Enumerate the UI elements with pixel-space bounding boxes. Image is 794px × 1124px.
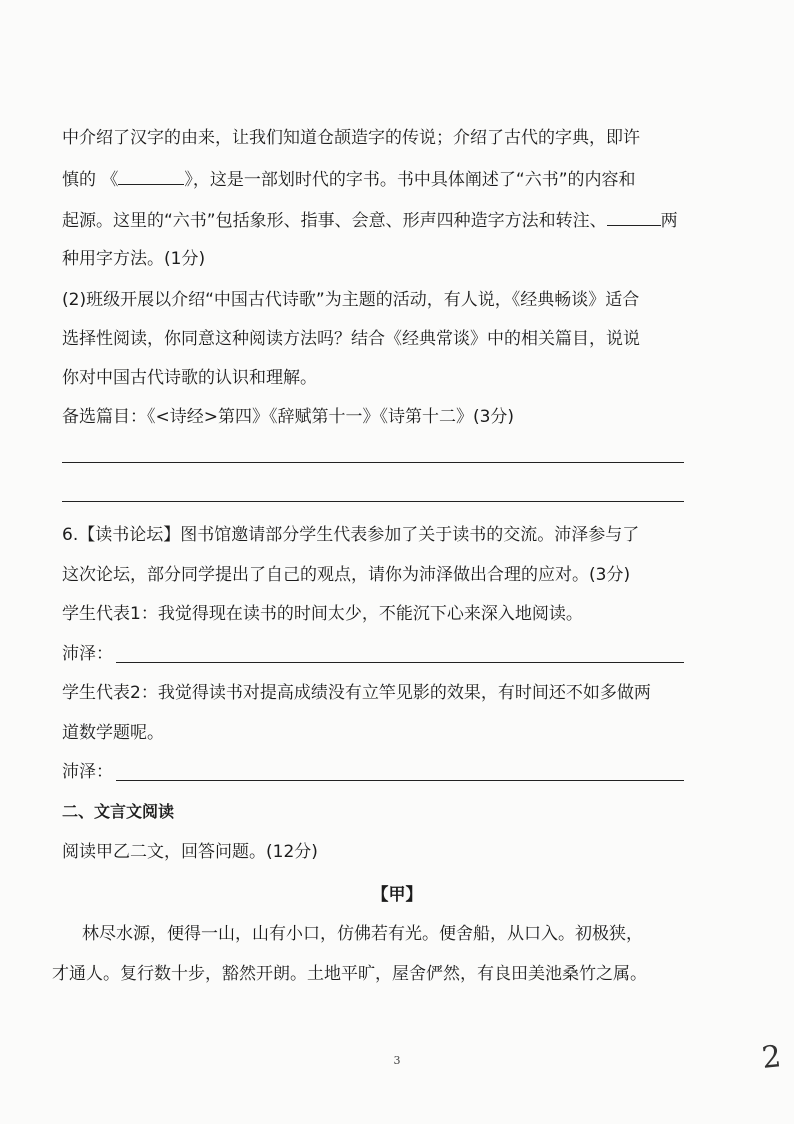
passage-jia-title: 【甲】 xyxy=(371,885,423,905)
q5-line-4: 种用字方法。(1分) xyxy=(62,249,206,269)
reply-2-answer-line[interactable] xyxy=(116,780,684,781)
q6-reply-1-label: 沛泽： xyxy=(62,644,113,664)
q5-part2-line-1: (2)班级开展以介绍“中国古代诗歌”为主题的活动，有人说，《经典畅谈》适合 xyxy=(62,290,640,310)
q5-part2-line-4: 备选篇目：《<诗经>第四》《辞赋第十一》《诗第十二》(3分) xyxy=(62,407,515,427)
answer-line-1[interactable] xyxy=(62,462,684,463)
section-2-intro: 阅读甲乙二文，回答问题。(12分) xyxy=(62,842,318,862)
book-title-blank[interactable] xyxy=(118,167,184,185)
q5-line-2 xyxy=(62,167,636,192)
passage-jia-line-2: 才通人。复行数十步，豁然开朗。土地平旷，屋舍俨然，有良田美池桑竹之属。 xyxy=(52,964,647,984)
q6-student-2-line-2: 道数学题呢。 xyxy=(62,723,164,743)
q5-line-3 xyxy=(62,208,678,233)
passage-jia-line-1: 林尽水源，便得一山，山有小口，仿佛若有光。便舍船，从口入。初极狭， xyxy=(82,924,643,944)
q5-line-3-a: 起源。这里的“六书”包括象形、指事、会意、形声四种造字方法和转注、 xyxy=(62,211,607,231)
handwritten-page-mark: 2 xyxy=(760,1039,783,1076)
section-2-heading: 二、文言文阅读 xyxy=(62,802,175,821)
q5-line-1: 中介绍了汉字的由来，让我们知道仓颉造字的传说；介绍了古代的字典，即许 xyxy=(62,128,640,148)
q6-student-1: 学生代表1：我觉得现在读书的时间太少，不能沉下心来深入地阅读。 xyxy=(62,604,583,624)
q6-line-2: 这次论坛，部分同学提出了自己的观点，请你为沛泽做出合理的应对。(3分) xyxy=(62,565,631,585)
reply-1-answer-line[interactable] xyxy=(116,662,684,663)
page-number: 3 xyxy=(393,1054,401,1067)
answer-line-2[interactable] xyxy=(62,501,684,502)
q6-reply-2-label: 沛泽： xyxy=(62,762,113,782)
q6-line-1: 6.【读书论坛】图书馆邀请部分学生代表参加了关于读书的交流。沛泽参与了 xyxy=(62,525,640,545)
q5-part2-line-3: 你对中国古代诗歌的认识和理解。 xyxy=(62,368,317,388)
q5-line-2-a: 慎的 《 xyxy=(62,170,119,190)
q5-line-3-b: 两 xyxy=(660,211,678,231)
method-blank[interactable] xyxy=(607,208,661,226)
q6-student-2-line-1: 学生代表2：我觉得读书对提高成绩没有立竿见影的效果，有时间还不如多做两 xyxy=(62,683,651,703)
q5-part2-line-2: 选择性阅读，你同意这种阅读方法吗？结合《经典常谈》中的相关篇目，说说 xyxy=(62,329,640,349)
q5-line-2-b: 》，这是一部划时代的字书。书中具体阐述了“六书”的内容和 xyxy=(184,170,636,190)
